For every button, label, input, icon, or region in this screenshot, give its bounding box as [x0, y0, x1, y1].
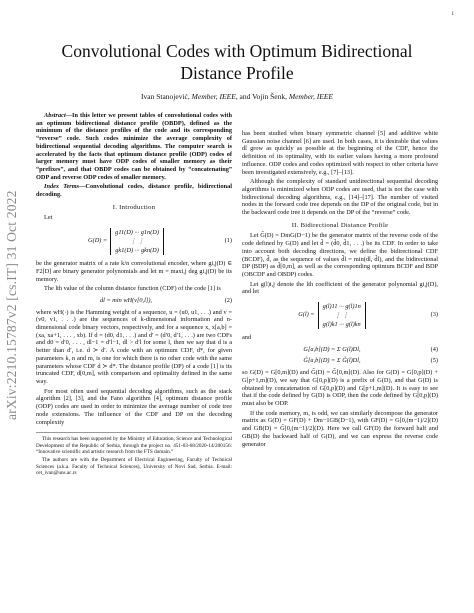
- footnote-affiliation: The authors are with the Department of Electrical Engineering, Faculty of Technical Sciences (a.k.a. Faculty of Technical Sciences), University of Novi Sad, Serbia. E-mail: cet_ivan@uns.ac.rs: [36, 457, 232, 477]
- equation-2: [36, 297, 232, 305]
- title-line-2: Distance Profile: [180, 63, 294, 83]
- equation-5: [242, 357, 438, 365]
- right-para-5: so G(D) = G[0,m](D) and G̃(D) = G̃[0,m](D). Also for G(D) = G[0,p](D) + G[p+1,m](D), we say that G[0,p](D) is a prefix of G(D), and that G(D) is obtained by concatenation of G[0,p](D) and G[p+1,m](D). It is easy to see that if the code defined by G(D) is ODP, then the code defined by G[0,p](D) must also be ODP.: [242, 369, 438, 407]
- index-terms-text: —Convolutional codes, distance profile, bidirectional decoding.: [36, 183, 232, 199]
- abstract-text: —In this letter we present tables of convolutional codes with an optimum bidirectional distance profile (OBDP), defined as the minimum of the distance profiles of the code and its corresponding “reverse” code. Such codes minimize the average complexity of bidirectional sequential decoding algorithms. The computer search is accelerated by the facts that optimum distance profile (ODP) codes of larger memory must have ODP codes of smaller memory as their “prefixes”, and that OBDP codes can be obtained by “concatenating” ODP and reverse ODP codes of smaller memory.: [36, 112, 232, 181]
- right-para-4: Let g(l)i,j denote the lth coefficient of the generator polynomial gi,j(D), and let: [242, 280, 438, 296]
- eq3-lhs: G(l) =: [298, 311, 315, 319]
- section-2-heading: II. Bidirectional Distance Profile: [291, 221, 389, 229]
- equation-3: [242, 300, 438, 330]
- eq5-number: (5): [430, 357, 438, 365]
- generator-matrix: [110, 228, 164, 255]
- arxiv-identifier: arXiv:2210.15787v2 [cs.IT] 31 Oct 2022: [4, 190, 19, 420]
- para-generator: be the generator matrix of a rate k/n convolutional encoder, where gi,j(D) ∈ F2[D] are binary generator polynomials and let m = maxi,j deg gi,j(D) be its memory.: [36, 260, 232, 283]
- footnote-funding: This research has been supported by the Ministry of Education, Science and Technological Development of the Republic of Serbia, through the project no. 451-03-68/2020-14/200156: “Innovative scientific and artistic research from the FTS domain.”: [36, 436, 232, 456]
- left-column: [36, 112, 232, 479]
- eq4-body: G[a,b](D) = Σ G(l)Dl,: [303, 345, 361, 353]
- eq5-body: G̃[a,b](D) = Σ G̃(l)Dl,: [303, 357, 361, 365]
- intro-let: Let: [44, 214, 53, 222]
- author1-role: Member, IEEE,: [191, 92, 238, 101]
- matrix-row-2: ⋮ ⋮: [129, 237, 145, 245]
- index-terms: [36, 183, 232, 198]
- eq1-number: (1): [224, 237, 232, 245]
- eq1-lhs: G(D) =: [88, 237, 108, 245]
- para-sequential: For most often used sequential decoding algorithms, such as the stack algorithm [2], [3], and the Fano algorithm [4], optimum distance profile (ODP) codes are used in order to minimize the average number of code tree node extensions. The influence of the CDF and DP on the decoding complexity: [36, 387, 232, 426]
- footnotes: [36, 432, 232, 476]
- right-para-6: If the code memory, m, is odd, we can similarly decompose the generator matrix as G(D) = GF(D) + Dm−1GB(D−1), with GF(D) = G[0,(m−1)/2](D) and GB(D) = G̃[0,(m−1)/2](D). Here we call GF(D) the forward half and GB(D) the backward half of G(D), and we can express the reverse code generator: [242, 409, 438, 448]
- eq4-number: (4): [430, 345, 438, 353]
- equation-4: [242, 346, 438, 354]
- right-column: [242, 130, 438, 450]
- paper-title: [30, 40, 444, 84]
- right-para-3: Let G̃(D) = DmG(D−1) be the generator matrix of the reverse code of the code defined by G(D) and let d̃ = (d̃0, d̃1, . . .) be its CDF. In order to take into account both decoding directions, we define the bidirectional CDF (BCDF), d̂, as the sequence of values d̂l = min(dl, d̃l), and the bidirectional DP (BDP) as d̂[0,m], as well as the corresponding optimum BCDF and BDP (OBCDF and OBDP) codes.: [242, 232, 438, 278]
- eq3-number: (3): [430, 311, 438, 319]
- and-word: and: [242, 334, 252, 342]
- matrix-row-1: g11(D) ··· g1n(D): [115, 228, 159, 236]
- eq2-body: dl = min wH(v[0,l]),: [100, 296, 152, 304]
- matrix3-row-2: ⋮ ⋮: [334, 311, 349, 319]
- right-para-1: has been studied when binary symmetric channel [5] and additive white Gaussian noise channel [6] are used. In both cases, it is desirable that values dl grow as quickly as possible at the beginning of the CDF, hence the definition of its optimality, with its earlier values having a more profound influence. ODP codes and codes optimized with respect to other criteria have been investigated extensively, e.g., [7]–[13].: [242, 130, 438, 176]
- author-line: [30, 92, 444, 101]
- authors-second: and Vojin Šenk,: [239, 92, 287, 101]
- abstract-label: Abstract: [44, 112, 66, 119]
- eq2-number: (2): [224, 296, 232, 304]
- matrix3-row-1: g(l)11 ··· g(l)1n: [322, 302, 361, 310]
- right-para-2: Although the complexity of standard unidirectional sequential decoding algorithms is minimized when ODP codes are used, that is not the case with bidirectional decoding algorithms, e.g., [14]–[17]. The number of visited nodes in the forward code tree depends on the DP of the original code, but in the backward code tree it depends on the DP of the “reverse” code.: [242, 178, 438, 217]
- equation-1: [36, 226, 232, 256]
- title-line-1: Convolutional Codes with Optimum Bidirectional: [61, 41, 413, 61]
- index-terms-label: Index Terms: [44, 183, 80, 191]
- para-hamming: where wH(·) is the Hamming weight of a sequence, u = (u0, u1, . . .) and v = (v0, v1, . . .) are the sequences of k-dimensional information and n-dimensional code binary vectors, respectively, and for a sequence x, x[a,b] = (xa, xa+1, . . . , xb). If d = (d0, d1, . . .) and d′ = (d′0, d′1, . . .) are two CDFs and d0 = d′0, . . . , dl−1 = d′l−1, dl > d′l for some l, then we say that d is a better than d′, i.e. d ≻ d′. A code with an optimum CDF, d*, for given parameters k, n and m, is one for which there is no other code with the same parameters whose CDF d ≻ d*. The distance profile (DP) of a code [1] is its truncated CDF, d[0,m], with comparison and optimality defined in the same way.: [36, 308, 232, 385]
- authors-names: Ivan Stanojević,: [141, 92, 190, 101]
- matrix-row-3: gk1(D) ··· gkn(D): [115, 246, 159, 254]
- author2-role: Member, IEEE: [288, 92, 333, 101]
- section-1-heading: I. Introduction: [112, 203, 156, 211]
- para-cdf-intro: The lth value of the column distance function (CDF) of the code [1] is: [44, 285, 221, 293]
- page-number: 1: [451, 12, 454, 17]
- matrix3-row-3: g(l)k1 ··· g(l)kn: [322, 320, 361, 328]
- abstract: [36, 112, 232, 181]
- coefficient-matrix: [318, 302, 366, 329]
